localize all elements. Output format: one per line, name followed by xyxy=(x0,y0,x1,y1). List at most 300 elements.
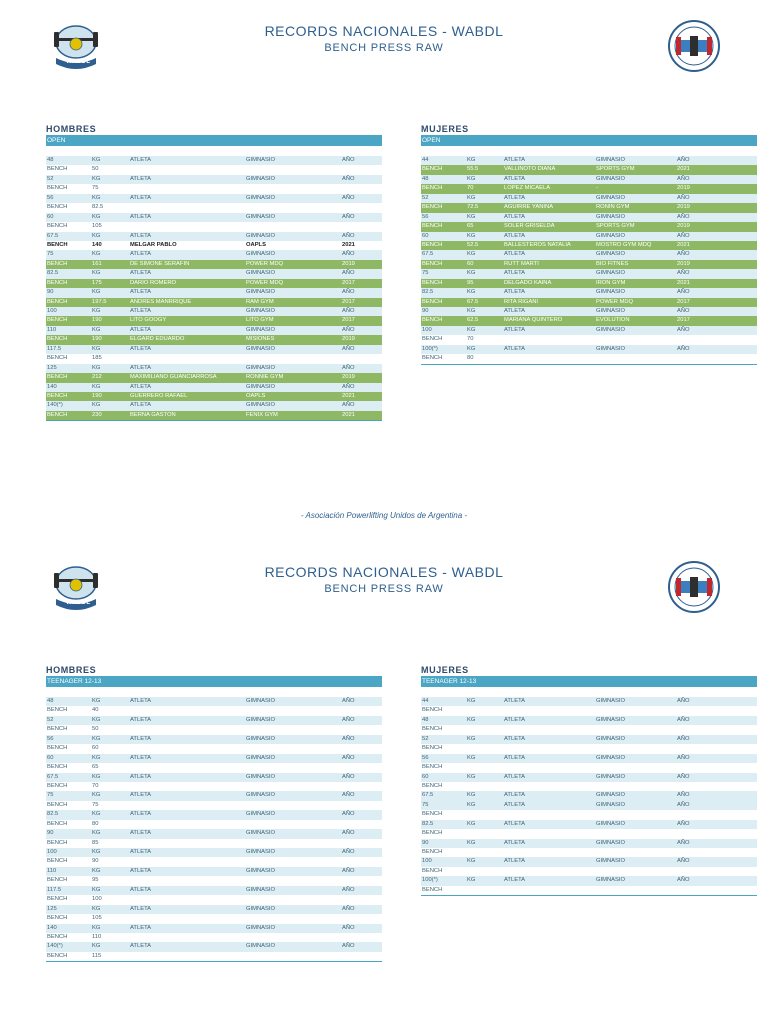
table-cell: BENCH xyxy=(47,392,68,399)
table-cell: 80 xyxy=(92,820,99,827)
table-row xyxy=(46,354,382,363)
table-cell: KG xyxy=(467,820,476,827)
table-cell: ATLETA xyxy=(504,839,526,846)
table-row xyxy=(421,232,757,241)
table-row xyxy=(46,754,382,763)
table-cell: KG xyxy=(92,175,101,182)
table-cell: BENCH xyxy=(47,726,68,733)
table-cell: KG xyxy=(467,308,476,314)
table-cell: MARIANA QUINTERO xyxy=(504,317,563,324)
hombres-section xyxy=(46,664,382,962)
table-cell: BENCH xyxy=(47,241,68,248)
table-cell: BENCH xyxy=(422,726,443,733)
table-cell: BENCH xyxy=(47,801,68,808)
table-row xyxy=(421,706,757,715)
table-cell: ATLETA xyxy=(130,924,152,931)
table-cell: GIMNASIO xyxy=(596,754,625,761)
table-cell: 55.5 xyxy=(467,166,479,173)
table-cell: GIMNASIO xyxy=(246,735,275,742)
table-cell: BENCH xyxy=(47,317,68,324)
table-cell: BENCH xyxy=(422,317,443,324)
table-cell: ATLETA xyxy=(130,811,152,818)
table-cell: 67.5 xyxy=(422,792,434,799)
mujeres-section xyxy=(421,664,757,896)
section-heading: HOMBRES xyxy=(46,124,97,134)
table-row xyxy=(46,184,382,193)
table-cell: AÑO xyxy=(677,716,690,723)
table-cell: AÑO xyxy=(342,924,355,931)
table-cell: GIMNASIO xyxy=(596,175,625,182)
table-cell: 70 xyxy=(467,336,474,343)
table-cell: GIMNASIO xyxy=(246,811,275,818)
table-cell: AÑO xyxy=(342,698,355,704)
table-cell: 2017 xyxy=(342,317,355,324)
table-cell: BENCH xyxy=(47,858,68,865)
table-cell: GIMNASIO xyxy=(596,698,625,704)
table-cell: OAPLS xyxy=(246,392,266,399)
table-cell: AÑO xyxy=(342,194,355,201)
table-row xyxy=(46,895,382,904)
table-cell: KG xyxy=(92,308,101,314)
table-cell: BERNA GASTON xyxy=(130,411,176,418)
table-cell: GIMNASIO xyxy=(246,175,275,182)
table-cell: GIMNASIO xyxy=(596,308,625,314)
table-cell: 48 xyxy=(47,698,54,704)
table-cell: 62.5 xyxy=(467,317,479,324)
table-cell: KG xyxy=(92,698,101,704)
table-cell: KG xyxy=(467,735,476,742)
table-row xyxy=(46,905,382,914)
table-row xyxy=(421,288,757,297)
table-cell: GIMNASIO xyxy=(596,270,625,277)
table-cell: 100 xyxy=(422,326,432,333)
table-row xyxy=(421,876,757,885)
table-cell: ELGARD EDUARDO xyxy=(130,336,185,343)
table-row xyxy=(421,697,757,706)
table-cell: 100 xyxy=(422,858,432,865)
table-cell: KG xyxy=(92,716,101,723)
table-cell: 56 xyxy=(422,213,429,220)
table-row xyxy=(421,725,757,734)
table-row xyxy=(46,886,382,895)
table-cell: GIMNASIO xyxy=(596,858,625,865)
table-cell: ATLETA xyxy=(504,858,526,865)
table-cell: KG xyxy=(92,792,101,799)
table-cell: ATLETA xyxy=(130,867,152,874)
table-row xyxy=(46,165,382,174)
table-cell: 52 xyxy=(47,716,54,723)
table-cell: KG xyxy=(92,345,101,352)
table-cell: 60 xyxy=(92,745,99,752)
table-cell: GIMNASIO xyxy=(246,326,275,333)
table-cell: 60 xyxy=(422,232,429,239)
table-cell: AÑO xyxy=(677,698,690,704)
table-cell: GIMNASIO xyxy=(246,364,275,371)
table-cell: BENCH xyxy=(422,336,443,343)
table-cell: GIMNASIO xyxy=(246,698,275,704)
table-cell: 2019 xyxy=(342,336,355,343)
table-cell: KG xyxy=(92,754,101,761)
table-cell: ATLETA xyxy=(130,308,152,314)
table-cell: GIMNASIO xyxy=(246,943,275,950)
table-row xyxy=(46,773,382,782)
table-cell: KG xyxy=(467,289,476,296)
table-cell: 190 xyxy=(92,336,102,343)
table-cell: KG xyxy=(92,886,101,893)
table-cell: ATLETA xyxy=(130,792,152,799)
table-cell: ATLETA xyxy=(504,735,526,742)
table-cell: 56 xyxy=(422,754,429,761)
table-cell: AÑO xyxy=(342,326,355,333)
table-cell: 2021 xyxy=(342,241,355,248)
table-cell: 82.5 xyxy=(47,811,59,818)
table-cell: GIMNASIO xyxy=(596,157,625,163)
table-cell: BENCH xyxy=(422,260,443,267)
table-cell: 75 xyxy=(92,185,99,192)
table-cell: 52 xyxy=(422,735,429,742)
table-cell: BIO FITNES xyxy=(596,260,629,267)
table-row xyxy=(46,194,382,203)
table-cell: ATLETA xyxy=(130,698,152,704)
table-cell: 100 xyxy=(47,849,57,855)
table-cell: 48 xyxy=(422,716,429,723)
table-cell: BALLESTEROS NATALIA xyxy=(504,241,571,248)
table-row xyxy=(46,250,382,259)
table-cell: ATLETA xyxy=(504,157,526,163)
table-cell: 40 xyxy=(92,707,99,714)
table-cell: AÑO xyxy=(677,213,690,220)
table-cell: 75 xyxy=(47,251,54,258)
table-cell: ANDRES MANRRIQUE xyxy=(130,298,192,305)
table-row xyxy=(421,165,757,174)
table-cell: 105 xyxy=(92,223,102,230)
table-cell: ATLETA xyxy=(130,213,152,220)
table-cell: KG xyxy=(92,867,101,874)
table-row xyxy=(421,354,757,363)
table-cell: GIMNASIO xyxy=(596,194,625,201)
table-cell: 2019 xyxy=(677,185,690,192)
table-cell: ATLETA xyxy=(130,326,152,333)
table-row xyxy=(421,335,757,344)
records-table xyxy=(46,697,382,961)
section-heading: MUJERES xyxy=(421,124,469,134)
table-cell: 60 xyxy=(47,754,54,761)
table-cell: BENCH xyxy=(422,745,443,752)
table-cell: 67.5 xyxy=(422,251,434,258)
table-cell: GIMNASIO xyxy=(596,289,625,296)
table-cell: KG xyxy=(467,773,476,780)
table-cell: KG xyxy=(467,801,476,808)
table-cell: GIMNASIO xyxy=(246,383,275,390)
table-cell: ATLETA xyxy=(504,232,526,239)
table-cell: ATLETA xyxy=(130,270,152,277)
table-cell: 110 xyxy=(47,326,57,333)
table-cell: BENCH xyxy=(47,933,68,940)
table-cell: BENCH xyxy=(47,223,68,230)
table-row xyxy=(421,829,757,838)
table-cell: 117.5 xyxy=(47,886,62,893)
table-cell: ATLETA xyxy=(130,232,152,239)
table-cell: RONIN GYM xyxy=(596,204,630,211)
table-cell: 52 xyxy=(422,194,429,201)
table-row xyxy=(421,326,757,335)
table-cell: ATLETA xyxy=(504,270,526,277)
table-cell: KG xyxy=(467,194,476,201)
table-cell: 72.5 xyxy=(467,204,479,211)
table-cell: ATLETA xyxy=(130,943,152,950)
table-cell: BENCH xyxy=(422,241,443,248)
table-cell: 197.5 xyxy=(92,298,107,305)
table-cell: ATLETA xyxy=(504,251,526,258)
table-row xyxy=(421,203,757,212)
table-cell: AÑO xyxy=(677,839,690,846)
table-cell: BENCH xyxy=(47,185,68,192)
table-cell: KG xyxy=(92,364,101,371)
table-cell: AÑO xyxy=(677,754,690,761)
table-row xyxy=(46,839,382,848)
records-table xyxy=(46,156,382,420)
table-cell: AÑO xyxy=(677,289,690,296)
table-row xyxy=(46,791,382,800)
table-cell: BENCH xyxy=(47,707,68,714)
table-cell: BENCH xyxy=(47,915,68,922)
table-row xyxy=(46,857,382,866)
table-row xyxy=(46,241,382,250)
table-cell: AÑO xyxy=(677,345,690,352)
table-cell: AÑO xyxy=(342,402,355,409)
category-bar: OPEN xyxy=(421,135,757,146)
table-cell: 140(*) xyxy=(47,402,63,409)
table-cell: BENCH xyxy=(47,782,68,789)
table-cell: BENCH xyxy=(422,849,443,855)
table-cell: AÑO xyxy=(342,232,355,239)
table-cell: BENCH xyxy=(422,204,443,211)
table-row xyxy=(421,194,757,203)
table-row xyxy=(46,203,382,212)
table-cell: 95 xyxy=(92,877,99,884)
table-cell: GUERRERO RAFAEL xyxy=(130,392,188,399)
table-row xyxy=(421,773,757,782)
table-cell: AÑO xyxy=(677,877,690,884)
table-cell: ATLETA xyxy=(504,792,526,799)
table-cell: 100(*) xyxy=(422,345,438,352)
table-cell: KG xyxy=(467,877,476,884)
table-row xyxy=(46,326,382,335)
table-cell: 175 xyxy=(92,279,102,286)
table-row xyxy=(46,876,382,885)
table-row xyxy=(46,401,382,410)
page-subtitle: BENCH PRESS RAW xyxy=(324,583,444,595)
table-cell: 82.5 xyxy=(47,270,59,277)
table-row xyxy=(421,810,757,819)
table-row xyxy=(46,914,382,923)
page-title: RECORDS NACIONALES - WABDL xyxy=(264,23,504,39)
table-cell: KG xyxy=(467,345,476,352)
table-row xyxy=(46,942,382,951)
table-row xyxy=(421,782,757,791)
table-cell: BENCH xyxy=(47,279,68,286)
table-cell: ATLETA xyxy=(130,849,152,855)
table-cell: 44 xyxy=(422,157,429,163)
table-cell: AÑO xyxy=(677,801,690,808)
table-cell: AÑO xyxy=(342,735,355,742)
table-cell: GIMNASIO xyxy=(246,345,275,352)
table-cell: GIMNASIO xyxy=(596,877,625,884)
table-cell: ATLETA xyxy=(130,364,152,371)
table-cell: ATLETA xyxy=(130,716,152,723)
table-cell: 115 xyxy=(92,952,102,959)
table-cell: GIMNASIO xyxy=(246,194,275,201)
table-cell: GIMNASIO xyxy=(596,735,625,742)
table-cell: KG xyxy=(467,754,476,761)
table-row xyxy=(46,933,382,942)
table-cell: 190 xyxy=(92,317,102,324)
table-cell: 75 xyxy=(422,270,429,277)
table-cell: ATLETA xyxy=(130,402,152,409)
table-cell: AÑO xyxy=(342,308,355,314)
table-cell: AÑO xyxy=(677,858,690,865)
table-cell: 110 xyxy=(92,933,102,940)
table-cell: 190 xyxy=(92,392,102,399)
table-cell: 80 xyxy=(467,355,474,362)
table-cell: BENCH xyxy=(422,782,443,789)
table-cell: BENCH xyxy=(422,298,443,305)
table-cell: VALLINOTO DIANA xyxy=(504,166,556,173)
table-cell: 82.5 xyxy=(422,289,434,296)
table-row xyxy=(421,735,757,744)
table-row xyxy=(46,383,382,392)
table-cell: ATLETA xyxy=(504,326,526,333)
table-row xyxy=(46,307,382,316)
table-row xyxy=(46,801,382,810)
table-row xyxy=(46,213,382,222)
table-cell: RONNIE GYM xyxy=(246,374,284,381)
table-cell: AÑO xyxy=(342,754,355,761)
table-cell: GIMNASIO xyxy=(246,289,275,296)
table-row xyxy=(421,279,757,288)
table-cell: SOLER GRISELDA xyxy=(504,223,555,230)
table-row xyxy=(46,222,382,231)
table-cell: KG xyxy=(467,792,476,799)
table-cell: BENCH xyxy=(47,260,68,267)
table-cell: - xyxy=(596,185,598,192)
apua-logo xyxy=(668,561,720,613)
table-cell: EVOLUTION xyxy=(596,317,630,324)
table-cell: GIMNASIO xyxy=(246,905,275,912)
table-cell: AÑO xyxy=(342,773,355,780)
table-cell: 70 xyxy=(467,185,474,192)
table-cell: KG xyxy=(92,383,101,390)
table-cell: 67.5 xyxy=(47,773,59,780)
apua-logo xyxy=(668,20,720,72)
table-row xyxy=(46,697,382,706)
table-cell: 100(*) xyxy=(422,877,438,884)
table-cell: GIMNASIO xyxy=(596,801,625,808)
table-cell: BENCH xyxy=(422,811,443,818)
table-cell: ATLETA xyxy=(504,716,526,723)
table-cell: BENCH xyxy=(422,707,443,714)
table-cell: ATLETA xyxy=(130,194,152,201)
table-cell: BENCH xyxy=(47,877,68,884)
table-cell: AÑO xyxy=(677,251,690,258)
table-cell: 65 xyxy=(92,764,99,771)
table-cell: GIMNASIO xyxy=(596,251,625,258)
table-cell: AÑO xyxy=(342,383,355,390)
table-cell: GIMNASIO xyxy=(596,792,625,799)
table-cell: KG xyxy=(92,232,101,239)
page-subtitle: BENCH PRESS RAW xyxy=(324,42,444,54)
table-cell: 48 xyxy=(422,175,429,182)
table-cell: 2017 xyxy=(677,317,690,324)
table-cell: 2021 xyxy=(677,241,690,248)
table-cell: MOSTRO GYM MDQ xyxy=(596,241,652,248)
table-cell: ATLETA xyxy=(504,698,526,704)
table-cell: 50 xyxy=(92,166,99,173)
table-cell: ATLETA xyxy=(504,308,526,314)
table-row xyxy=(46,763,382,772)
table-cell: LITO GOOGY xyxy=(130,317,167,324)
table-cell: KG xyxy=(467,213,476,220)
table-cell: AÑO xyxy=(677,175,690,182)
table-cell: RAM GYM xyxy=(246,298,274,305)
table-cell: KG xyxy=(467,698,476,704)
table-cell: ATLETA xyxy=(504,345,526,352)
table-cell: 2019 xyxy=(342,260,355,267)
table-cell: GIMNASIO xyxy=(596,345,625,352)
table-cell: 2017 xyxy=(342,279,355,286)
table-cell: 52.5 xyxy=(467,241,479,248)
table-cell: KG xyxy=(92,943,101,950)
table-cell: GIMNASIO xyxy=(246,251,275,258)
table-row xyxy=(46,411,382,420)
table-cell: 90 xyxy=(47,289,54,296)
table-row xyxy=(421,241,757,250)
table-row xyxy=(46,820,382,829)
table-cell: MISIONES xyxy=(246,336,275,343)
table-cell: 100 xyxy=(92,896,102,903)
table-cell: AÑO xyxy=(677,735,690,742)
table-cell: ATLETA xyxy=(130,175,152,182)
table-row xyxy=(46,175,382,184)
table-cell: AÑO xyxy=(342,364,355,371)
table-cell: GIMNASIO xyxy=(596,839,625,846)
table-row xyxy=(46,952,382,961)
table-cell: BENCH xyxy=(422,279,443,286)
table-cell: GIMNASIO xyxy=(246,792,275,799)
table-cell: GIMNASIO xyxy=(246,773,275,780)
table-cell: ATLETA xyxy=(130,830,152,837)
table-cell: AÑO xyxy=(342,345,355,352)
table-cell: AÑO xyxy=(677,326,690,333)
table-cell: 50 xyxy=(92,726,99,733)
table-cell: BENCH xyxy=(47,896,68,903)
table-row xyxy=(46,725,382,734)
table-row xyxy=(46,867,382,876)
table-cell: 90 xyxy=(422,308,429,314)
table-row xyxy=(421,345,757,354)
table-cell: 2019 xyxy=(677,204,690,211)
table-cell: RITA RIGANI xyxy=(504,298,539,305)
table-row xyxy=(421,260,757,269)
table-cell: 67.5 xyxy=(47,232,59,239)
table-cell: ATLETA xyxy=(130,251,152,258)
table-cell: KG xyxy=(467,157,476,163)
table-cell: 75 xyxy=(47,792,54,799)
table-cell: KG xyxy=(92,773,101,780)
table-cell: 85 xyxy=(92,839,99,846)
table-cell: KG xyxy=(92,924,101,931)
table-row xyxy=(46,735,382,744)
